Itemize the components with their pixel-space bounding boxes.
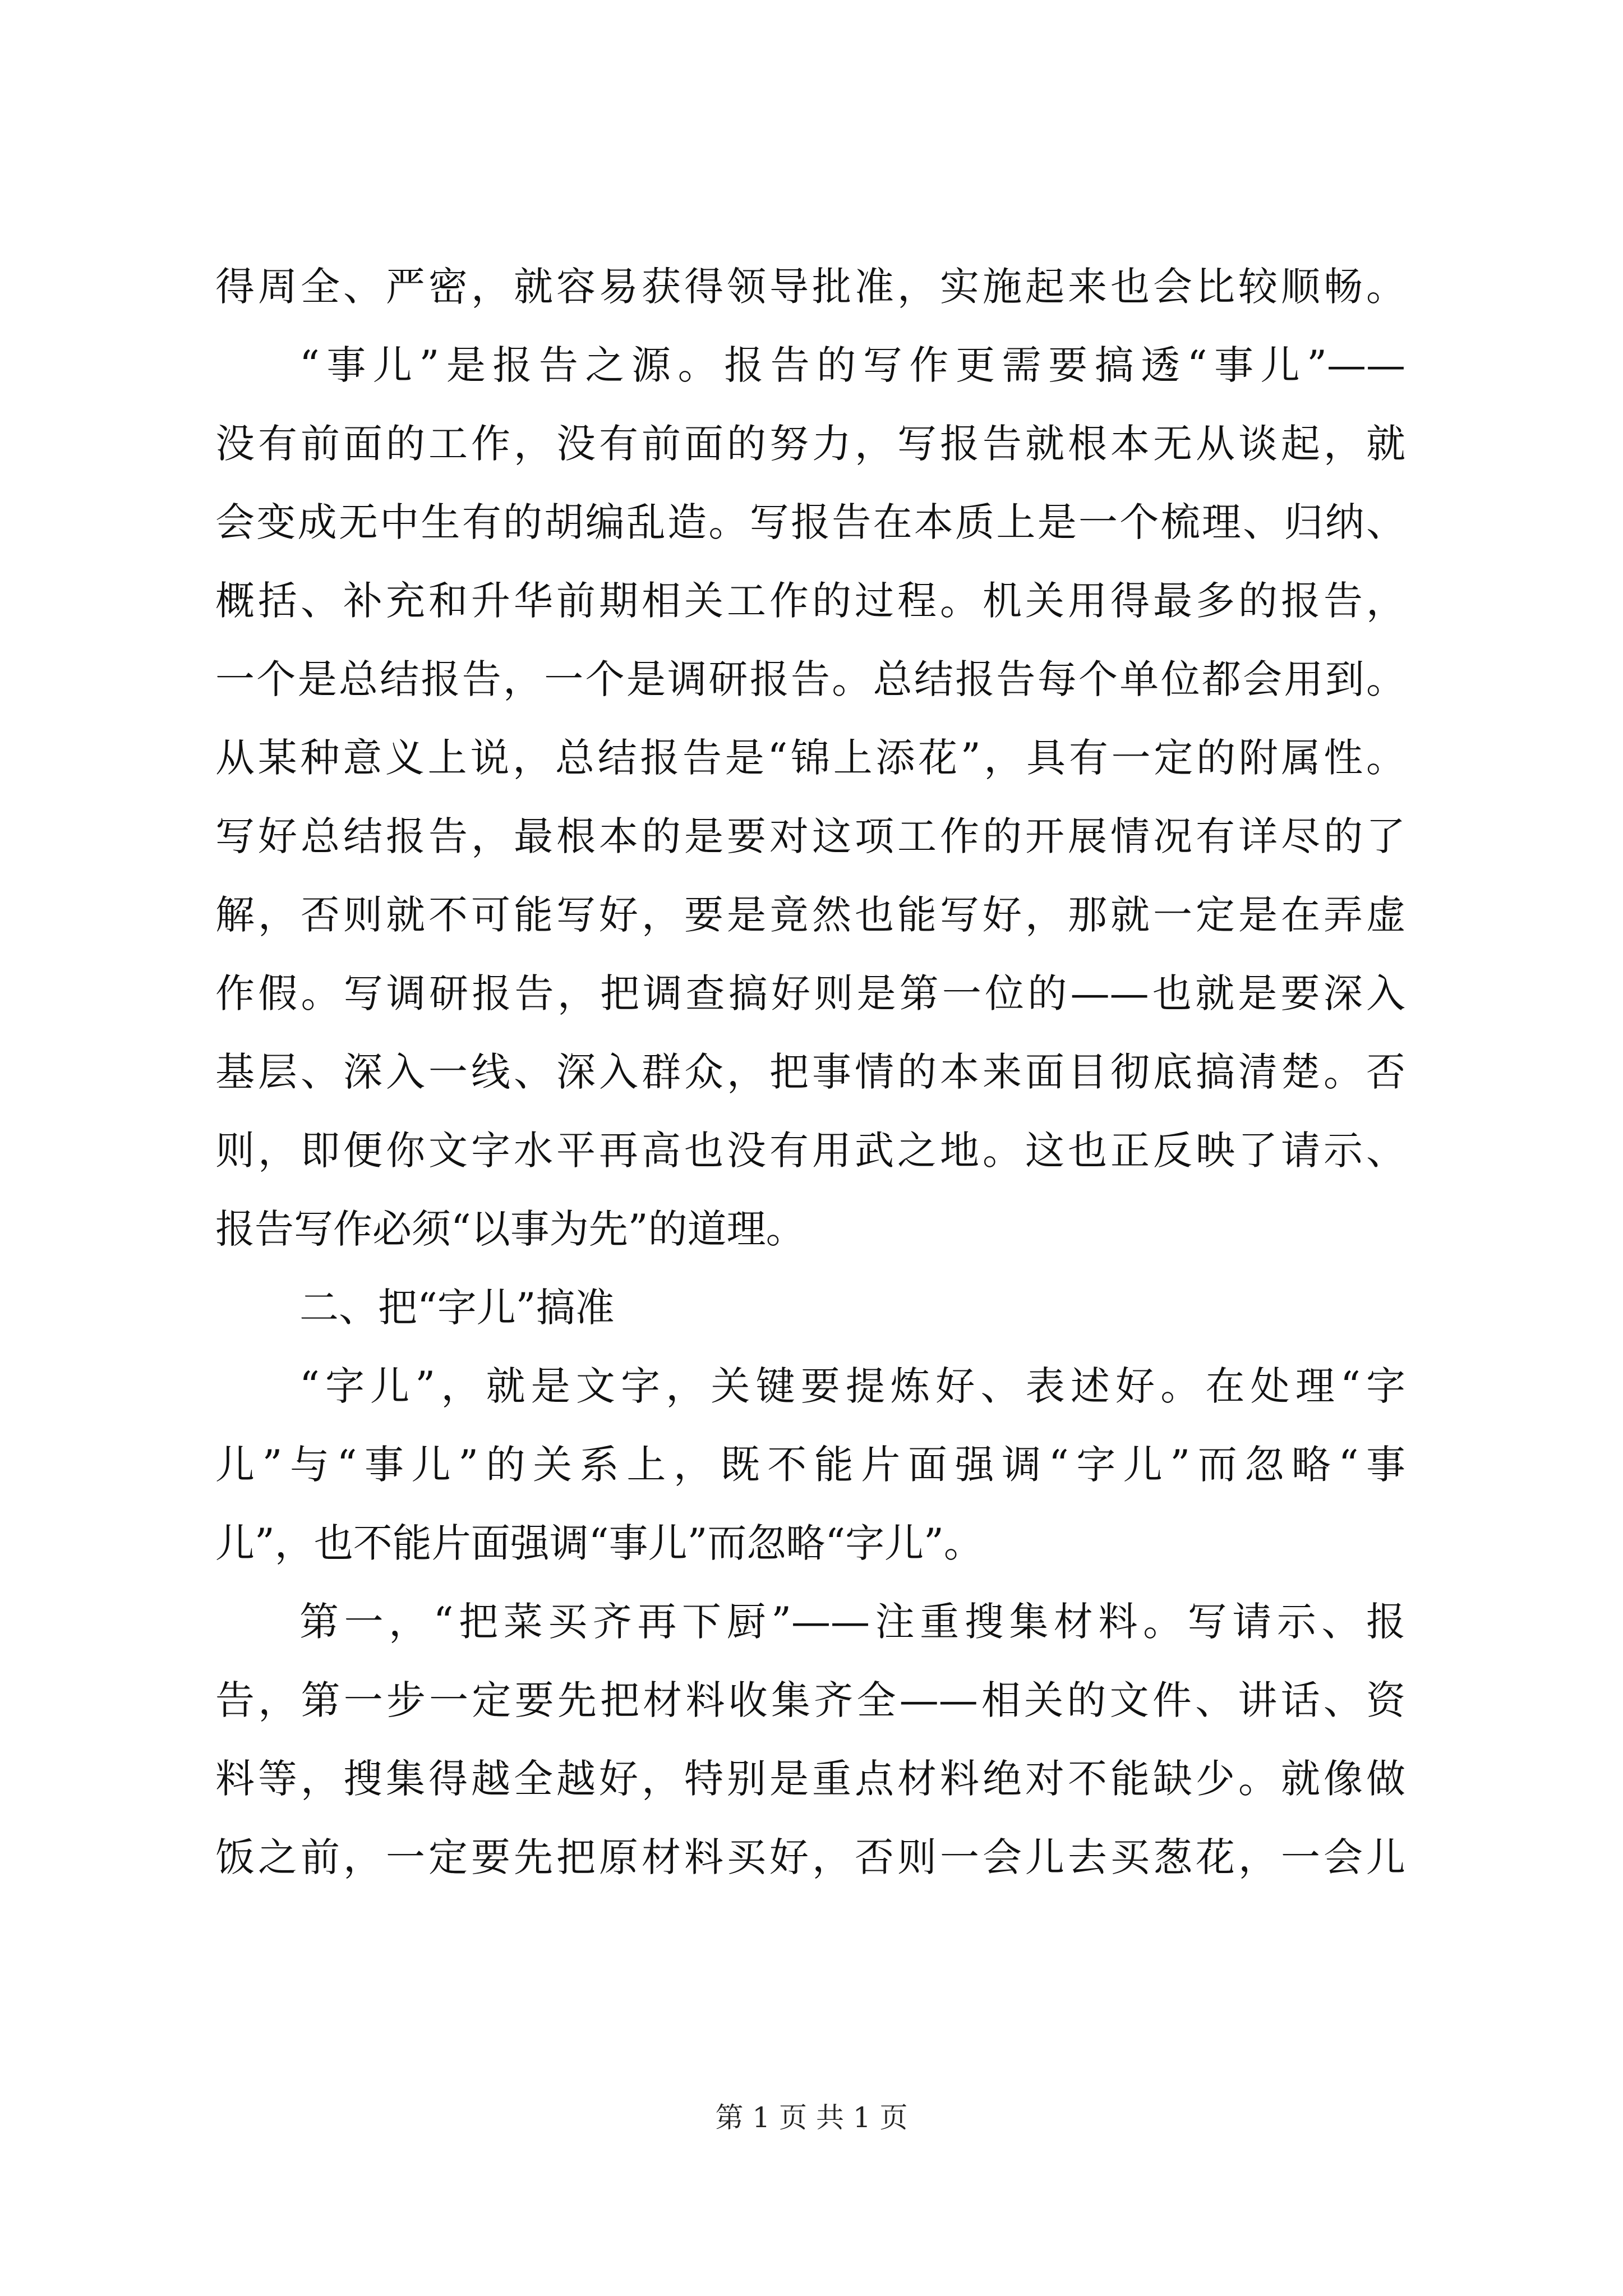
text-line: 从某种意义上说，总结报告是“锦上添花”，具有一定的附属性。 bbox=[215, 735, 1405, 781]
text-line: 概括、补充和升华前期相关工作的过程。机关用得最多的报告， bbox=[215, 578, 1405, 624]
text-line: 作假。写调研报告，把调查搞好则是第一位的——也就是要深入 bbox=[215, 970, 1405, 1016]
document-body bbox=[215, 247, 1405, 1897]
text-line: 会变成无中生有的胡编乱造。写报告在本质上是一个梳理、归纳、 bbox=[215, 499, 1405, 545]
text-line: 饭之前，一定要先把原材料买好，否则一会儿去买葱花，一会儿 bbox=[215, 1834, 1405, 1880]
text-line: 解，否则就不可能写好，要是竟然也能写好，那就一定是在弄虚 bbox=[215, 892, 1405, 938]
text-line: 写好总结报告，最根本的是要对这项工作的开展情况有详尽的了 bbox=[215, 813, 1405, 859]
text-line: 则，即便你文字水平再高也没有用武之地。这也正反映了请示、 bbox=[215, 1128, 1405, 1174]
text-line: 没有前面的工作，没有前面的努力，写报告就根本无从谈起，就 bbox=[215, 421, 1405, 467]
text-line: 基层、深入一线、深入群众，把事情的本来面目彻底搞清楚。否 bbox=[215, 1049, 1405, 1095]
paragraph-first-line: “事儿”是报告之源。报告的写作更需要搞透“事儿”—— bbox=[299, 342, 1405, 388]
text-line: 一个是总结报告，一个是调研报告。总结报告每个单位都会用到。 bbox=[215, 656, 1405, 702]
section-heading: 二、把“字儿”搞准 bbox=[299, 1285, 615, 1331]
text-line: 儿”与“事儿”的关系上，既不能片面强调“字儿”而忽略“事 bbox=[215, 1442, 1405, 1488]
paragraph-last-line: 儿”，也不能片面强调“事儿”而忽略“字儿”。 bbox=[215, 1520, 983, 1566]
paragraph-last-line: 报告写作必须“以事为先”的道理。 bbox=[215, 1206, 805, 1252]
paragraph-first-line: 第一，“把菜买齐再下厨”——注重搜集材料。写请示、报 bbox=[299, 1599, 1405, 1645]
page-footer: 第 1 页 共 1 页 bbox=[715, 2101, 908, 2134]
text-line: 得周全、严密，就容易获得领导批准，实施起来也会比较顺畅。 bbox=[215, 264, 1405, 310]
text-line: 告，第一步一定要先把材料收集齐全——相关的文件、讲话、资 bbox=[215, 1677, 1405, 1723]
paragraph-first-line: “字儿”，就是文字，关键要提炼好、表述好。在处理“字 bbox=[299, 1363, 1405, 1409]
text-line: 料等，搜集得越全越好，特别是重点材料绝对不能缺少。就像做 bbox=[215, 1756, 1405, 1802]
